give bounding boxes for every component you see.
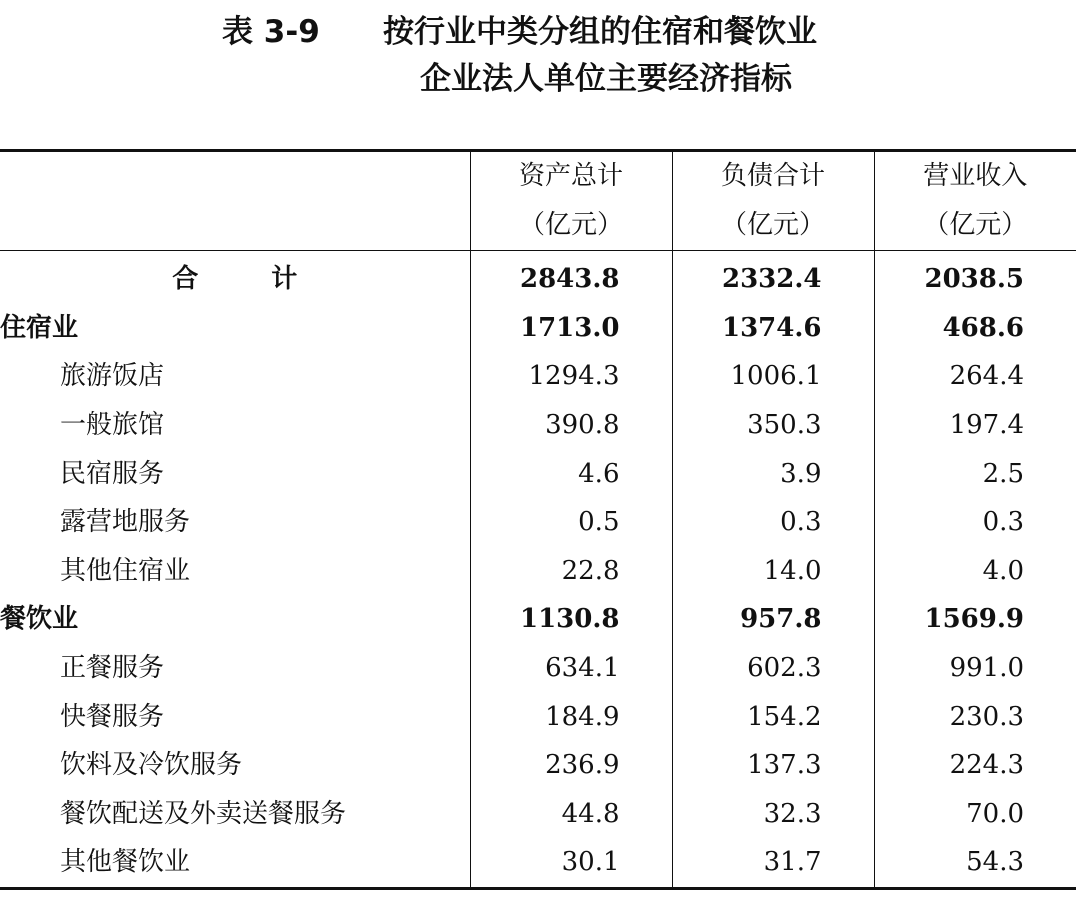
cell-revenue: 70.0 bbox=[874, 790, 1076, 839]
table-row bbox=[0, 790, 1076, 839]
header-unit-liabilities: （亿元） bbox=[672, 201, 874, 251]
cell-revenue: 224.3 bbox=[874, 741, 1076, 790]
header-row-names bbox=[0, 151, 1076, 202]
statistics-table-container bbox=[0, 149, 1076, 890]
table-number: 表 3-9 bbox=[222, 14, 320, 50]
cell-liabilities: 957.8 bbox=[672, 595, 874, 644]
table-row bbox=[0, 644, 1076, 693]
row-label: 其他住宿业 bbox=[60, 555, 191, 586]
cell-revenue: 0.3 bbox=[874, 498, 1076, 547]
cell-liabilities: 137.3 bbox=[672, 741, 874, 790]
cell-assets: 0.5 bbox=[470, 498, 672, 547]
table-row bbox=[0, 741, 1076, 790]
table-row bbox=[0, 692, 1076, 741]
table-title-line-2: 企业法人单位主要经济指标 bbox=[420, 61, 792, 97]
cell-assets: 1294.3 bbox=[470, 352, 672, 401]
statistics-table bbox=[0, 149, 1076, 890]
row-label: 民宿服务 bbox=[60, 458, 165, 489]
cell-liabilities: 2332.4 bbox=[672, 251, 874, 304]
cell-revenue: 264.4 bbox=[874, 352, 1076, 401]
cell-revenue: 468.6 bbox=[874, 304, 1076, 353]
cell-liabilities: 1006.1 bbox=[672, 352, 874, 401]
row-label: 饮料及冷饮服务 bbox=[60, 750, 243, 781]
cell-assets: 1130.8 bbox=[470, 595, 672, 644]
table-row-category bbox=[0, 595, 1076, 644]
header-unit-revenue: （亿元） bbox=[874, 201, 1076, 251]
table-row bbox=[0, 449, 1076, 498]
row-label: 露营地服务 bbox=[60, 507, 191, 538]
cell-revenue: 2.5 bbox=[874, 449, 1076, 498]
cell-assets: 22.8 bbox=[470, 547, 672, 596]
header-unit-assets: （亿元） bbox=[470, 201, 672, 251]
header-blank-cell bbox=[0, 151, 470, 202]
table-row bbox=[0, 352, 1076, 401]
cell-liabilities: 14.0 bbox=[672, 547, 874, 596]
header-total-assets: 资产总计 bbox=[470, 151, 672, 202]
cell-revenue: 4.0 bbox=[874, 547, 1076, 596]
table-header bbox=[0, 151, 1076, 251]
cell-liabilities: 3.9 bbox=[672, 449, 874, 498]
table-body bbox=[0, 251, 1076, 889]
cell-liabilities: 350.3 bbox=[672, 401, 874, 450]
row-label: 旅游饭店 bbox=[60, 361, 165, 392]
row-label: 快餐服务 bbox=[60, 701, 165, 732]
header-row-units bbox=[0, 201, 1076, 251]
cell-liabilities: 32.3 bbox=[672, 790, 874, 839]
row-label: 合 计 bbox=[172, 264, 330, 295]
cell-assets: 390.8 bbox=[470, 401, 672, 450]
table-row-category bbox=[0, 304, 1076, 353]
table-title-line-1: 按行业中类分组的住宿和餐饮业 bbox=[383, 14, 817, 50]
table-row-total bbox=[0, 251, 1076, 304]
row-label: 住宿业 bbox=[0, 312, 79, 343]
cell-revenue: 230.3 bbox=[874, 692, 1076, 741]
row-label: 餐饮业 bbox=[0, 604, 79, 635]
cell-liabilities: 154.2 bbox=[672, 692, 874, 741]
table-row bbox=[0, 838, 1076, 888]
cell-assets: 30.1 bbox=[470, 838, 672, 888]
cell-assets: 4.6 bbox=[470, 449, 672, 498]
row-label: 其他餐饮业 bbox=[0, 838, 470, 888]
cell-assets: 634.1 bbox=[470, 644, 672, 693]
table-row bbox=[0, 401, 1076, 450]
cell-revenue: 54.3 bbox=[874, 838, 1076, 888]
cell-liabilities: 1374.6 bbox=[672, 304, 874, 353]
table-title bbox=[0, 0, 1080, 120]
table-row bbox=[0, 547, 1076, 596]
cell-liabilities: 31.7 bbox=[672, 838, 874, 888]
row-label: 餐饮配送及外卖送餐服务 bbox=[60, 798, 347, 829]
cell-assets: 184.9 bbox=[470, 692, 672, 741]
cell-revenue: 991.0 bbox=[874, 644, 1076, 693]
cell-assets: 2843.8 bbox=[470, 251, 672, 304]
cell-revenue: 1569.9 bbox=[874, 595, 1076, 644]
header-operating-revenue: 营业收入 bbox=[874, 151, 1076, 202]
cell-assets: 44.8 bbox=[470, 790, 672, 839]
row-label: 正餐服务 bbox=[60, 653, 165, 684]
row-label: 一般旅馆 bbox=[60, 410, 165, 441]
cell-assets: 236.9 bbox=[470, 741, 672, 790]
cell-revenue: 197.4 bbox=[874, 401, 1076, 450]
cell-liabilities: 0.3 bbox=[672, 498, 874, 547]
cell-assets: 1713.0 bbox=[470, 304, 672, 353]
header-total-liabilities: 负债合计 bbox=[672, 151, 874, 202]
cell-revenue: 2038.5 bbox=[874, 251, 1076, 304]
table-row bbox=[0, 498, 1076, 547]
header-blank-cell bbox=[0, 201, 470, 251]
cell-liabilities: 602.3 bbox=[672, 644, 874, 693]
